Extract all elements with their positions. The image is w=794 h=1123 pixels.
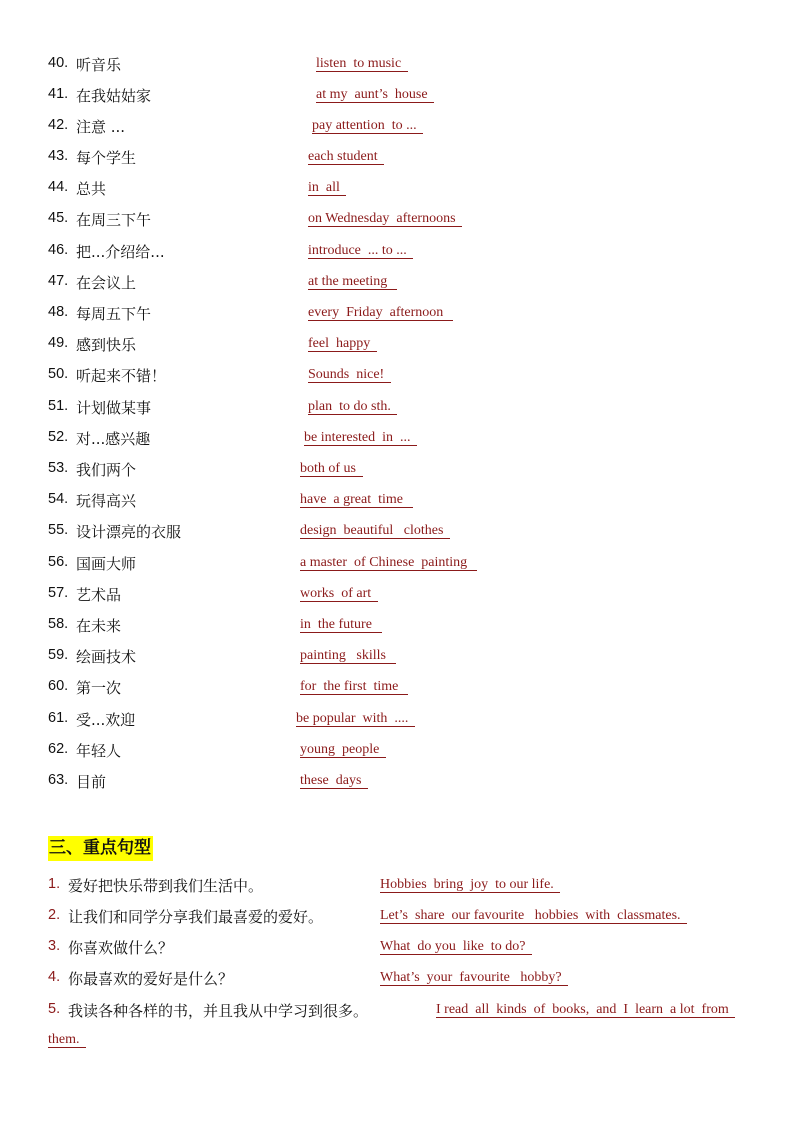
vocab-row-57 bbox=[0, 585, 794, 611]
vocab-row-62 bbox=[0, 741, 794, 767]
item-number: 44. bbox=[48, 179, 69, 195]
item-number: 55. bbox=[48, 522, 69, 538]
item-number: 51. bbox=[48, 398, 69, 414]
chinese-phrase: 国画大师 bbox=[76, 555, 137, 573]
chinese-sentence: 我读各种各样的书，并且我从中学习到很多。 bbox=[68, 1002, 369, 1020]
vocab-row-53 bbox=[0, 460, 794, 486]
english-answer: each student bbox=[308, 149, 384, 165]
chinese-phrase: 年轻人 bbox=[76, 742, 122, 760]
item-number: 40. bbox=[48, 55, 69, 71]
item-number: 42. bbox=[48, 117, 69, 133]
sentence-row-2 bbox=[0, 907, 794, 933]
item-number: 49. bbox=[48, 335, 69, 351]
item-number: 45. bbox=[48, 210, 69, 226]
vocab-row-48 bbox=[0, 304, 794, 330]
item-number: 43. bbox=[48, 148, 69, 164]
english-answer: in all bbox=[308, 180, 346, 196]
vocab-row-61 bbox=[0, 710, 794, 736]
sentence-row-3 bbox=[0, 938, 794, 964]
english-answer: I read all kinds of books, and I learn a lot from bbox=[436, 1002, 735, 1018]
english-answer: at the meeting bbox=[308, 274, 397, 290]
vocab-row-42 bbox=[0, 117, 794, 143]
english-answer: both of us bbox=[300, 461, 363, 477]
item-number: 63. bbox=[48, 772, 69, 788]
chinese-sentence: 你最喜欢的爱好是什么？ bbox=[68, 970, 234, 988]
chinese-phrase: 对...感兴趣 bbox=[76, 430, 151, 448]
english-answer: at my aunt’s house bbox=[316, 87, 434, 103]
chinese-phrase: 在未来 bbox=[76, 617, 122, 635]
english-answer: listen to music bbox=[316, 56, 408, 72]
english-answer-continuation: them. bbox=[48, 1032, 86, 1048]
english-answer: be popular with .... bbox=[296, 711, 415, 727]
vocab-row-44 bbox=[0, 179, 794, 205]
chinese-phrase: 在周三下午 bbox=[76, 211, 152, 229]
chinese-phrase: 计划做某事 bbox=[76, 399, 152, 417]
item-number: 46. bbox=[48, 242, 69, 258]
item-number: 52. bbox=[48, 429, 69, 445]
sentence-row-5 bbox=[0, 1001, 794, 1027]
vocab-row-56 bbox=[0, 554, 794, 580]
english-answer: What do you like to do? bbox=[380, 939, 532, 955]
vocab-row-40 bbox=[0, 55, 794, 81]
english-answer: painting skills bbox=[300, 648, 396, 664]
vocab-row-41 bbox=[0, 86, 794, 112]
vocab-row-54 bbox=[0, 491, 794, 517]
vocab-row-51 bbox=[0, 398, 794, 424]
chinese-phrase: 在我姑姑家 bbox=[76, 87, 152, 105]
vocab-row-55 bbox=[0, 522, 794, 548]
vocab-row-49 bbox=[0, 335, 794, 361]
chinese-phrase: 设计漂亮的衣服 bbox=[76, 523, 182, 541]
item-number: 47. bbox=[48, 273, 69, 289]
vocab-row-43 bbox=[0, 148, 794, 174]
item-number: 1. bbox=[48, 876, 61, 892]
item-number: 62. bbox=[48, 741, 69, 757]
item-number: 53. bbox=[48, 460, 69, 476]
chinese-phrase: 注意 ... bbox=[76, 118, 126, 136]
item-number: 2. bbox=[48, 907, 61, 923]
item-number: 58. bbox=[48, 616, 69, 632]
english-answer: on Wednesday afternoons bbox=[308, 211, 462, 227]
section-heading: 三、重点句型 bbox=[48, 836, 153, 861]
item-number: 60. bbox=[48, 678, 69, 694]
item-number: 54. bbox=[48, 491, 69, 507]
english-answer: What’s your favourite hobby? bbox=[380, 970, 568, 986]
english-answer: feel happy bbox=[308, 336, 377, 352]
chinese-phrase: 我们两个 bbox=[76, 461, 137, 479]
english-answer: for the first time bbox=[300, 679, 408, 695]
vocab-row-45 bbox=[0, 210, 794, 236]
chinese-phrase: 感到快乐 bbox=[76, 336, 137, 354]
sentence-row-4 bbox=[0, 969, 794, 995]
chinese-phrase: 受...欢迎 bbox=[76, 711, 136, 729]
item-number: 5. bbox=[48, 1001, 61, 1017]
vocab-row-59 bbox=[0, 647, 794, 673]
english-answer: a master of Chinese painting bbox=[300, 555, 477, 571]
item-number: 57. bbox=[48, 585, 69, 601]
english-answer: have a great time bbox=[300, 492, 413, 508]
english-answer: in the future bbox=[300, 617, 382, 633]
english-answer: Hobbies bring joy to our life. bbox=[380, 877, 560, 893]
english-answer: introduce ... to ... bbox=[308, 243, 413, 259]
english-answer: plan to do sth. bbox=[308, 399, 397, 415]
english-answer: every Friday afternoon bbox=[308, 305, 453, 321]
vocab-row-60 bbox=[0, 678, 794, 704]
english-answer: Let’s share our favourite hobbies with classmates. bbox=[380, 908, 687, 924]
chinese-phrase: 目前 bbox=[76, 773, 107, 791]
item-number: 61. bbox=[48, 710, 69, 726]
vocab-row-47 bbox=[0, 273, 794, 299]
english-answer: design beautiful clothes bbox=[300, 523, 450, 539]
chinese-sentence: 你喜欢做什么？ bbox=[68, 939, 174, 957]
english-answer: pay attention to ... bbox=[312, 118, 423, 134]
item-number: 56. bbox=[48, 554, 69, 570]
item-number: 48. bbox=[48, 304, 69, 320]
chinese-phrase: 绘画技术 bbox=[76, 648, 137, 666]
vocab-row-52 bbox=[0, 429, 794, 455]
vocab-row-50 bbox=[0, 366, 794, 392]
english-answer: these days bbox=[300, 773, 368, 789]
chinese-phrase: 玩得高兴 bbox=[76, 492, 137, 510]
vocab-row-58 bbox=[0, 616, 794, 642]
english-answer: Sounds nice! bbox=[308, 367, 391, 383]
english-answer: young people bbox=[300, 742, 386, 758]
item-number: 3. bbox=[48, 938, 61, 954]
chinese-sentence: 让我们和同学分享我们最喜爱的爱好。 bbox=[68, 908, 324, 926]
chinese-phrase: 听起来不错！ bbox=[76, 367, 167, 385]
chinese-sentence: 爱好把快乐带到我们生活中。 bbox=[68, 877, 264, 895]
chinese-phrase: 艺术品 bbox=[76, 586, 122, 604]
chinese-phrase: 在会议上 bbox=[76, 274, 137, 292]
chinese-phrase: 每个学生 bbox=[76, 149, 137, 167]
chinese-phrase: 总共 bbox=[76, 180, 107, 198]
english-answer: be interested in ... bbox=[304, 430, 417, 446]
vocab-row-63 bbox=[0, 772, 794, 798]
chinese-phrase: 听音乐 bbox=[76, 56, 122, 74]
item-number: 4. bbox=[48, 969, 61, 985]
chinese-phrase: 每周五下午 bbox=[76, 305, 152, 323]
sentence-row-1 bbox=[0, 876, 794, 902]
item-number: 59. bbox=[48, 647, 69, 663]
item-number: 41. bbox=[48, 86, 69, 102]
chinese-phrase: 把...介绍给... bbox=[76, 243, 165, 261]
item-number: 50. bbox=[48, 366, 69, 382]
vocab-row-46 bbox=[0, 242, 794, 268]
english-answer: works of art bbox=[300, 586, 378, 602]
chinese-phrase: 第一次 bbox=[76, 679, 122, 697]
